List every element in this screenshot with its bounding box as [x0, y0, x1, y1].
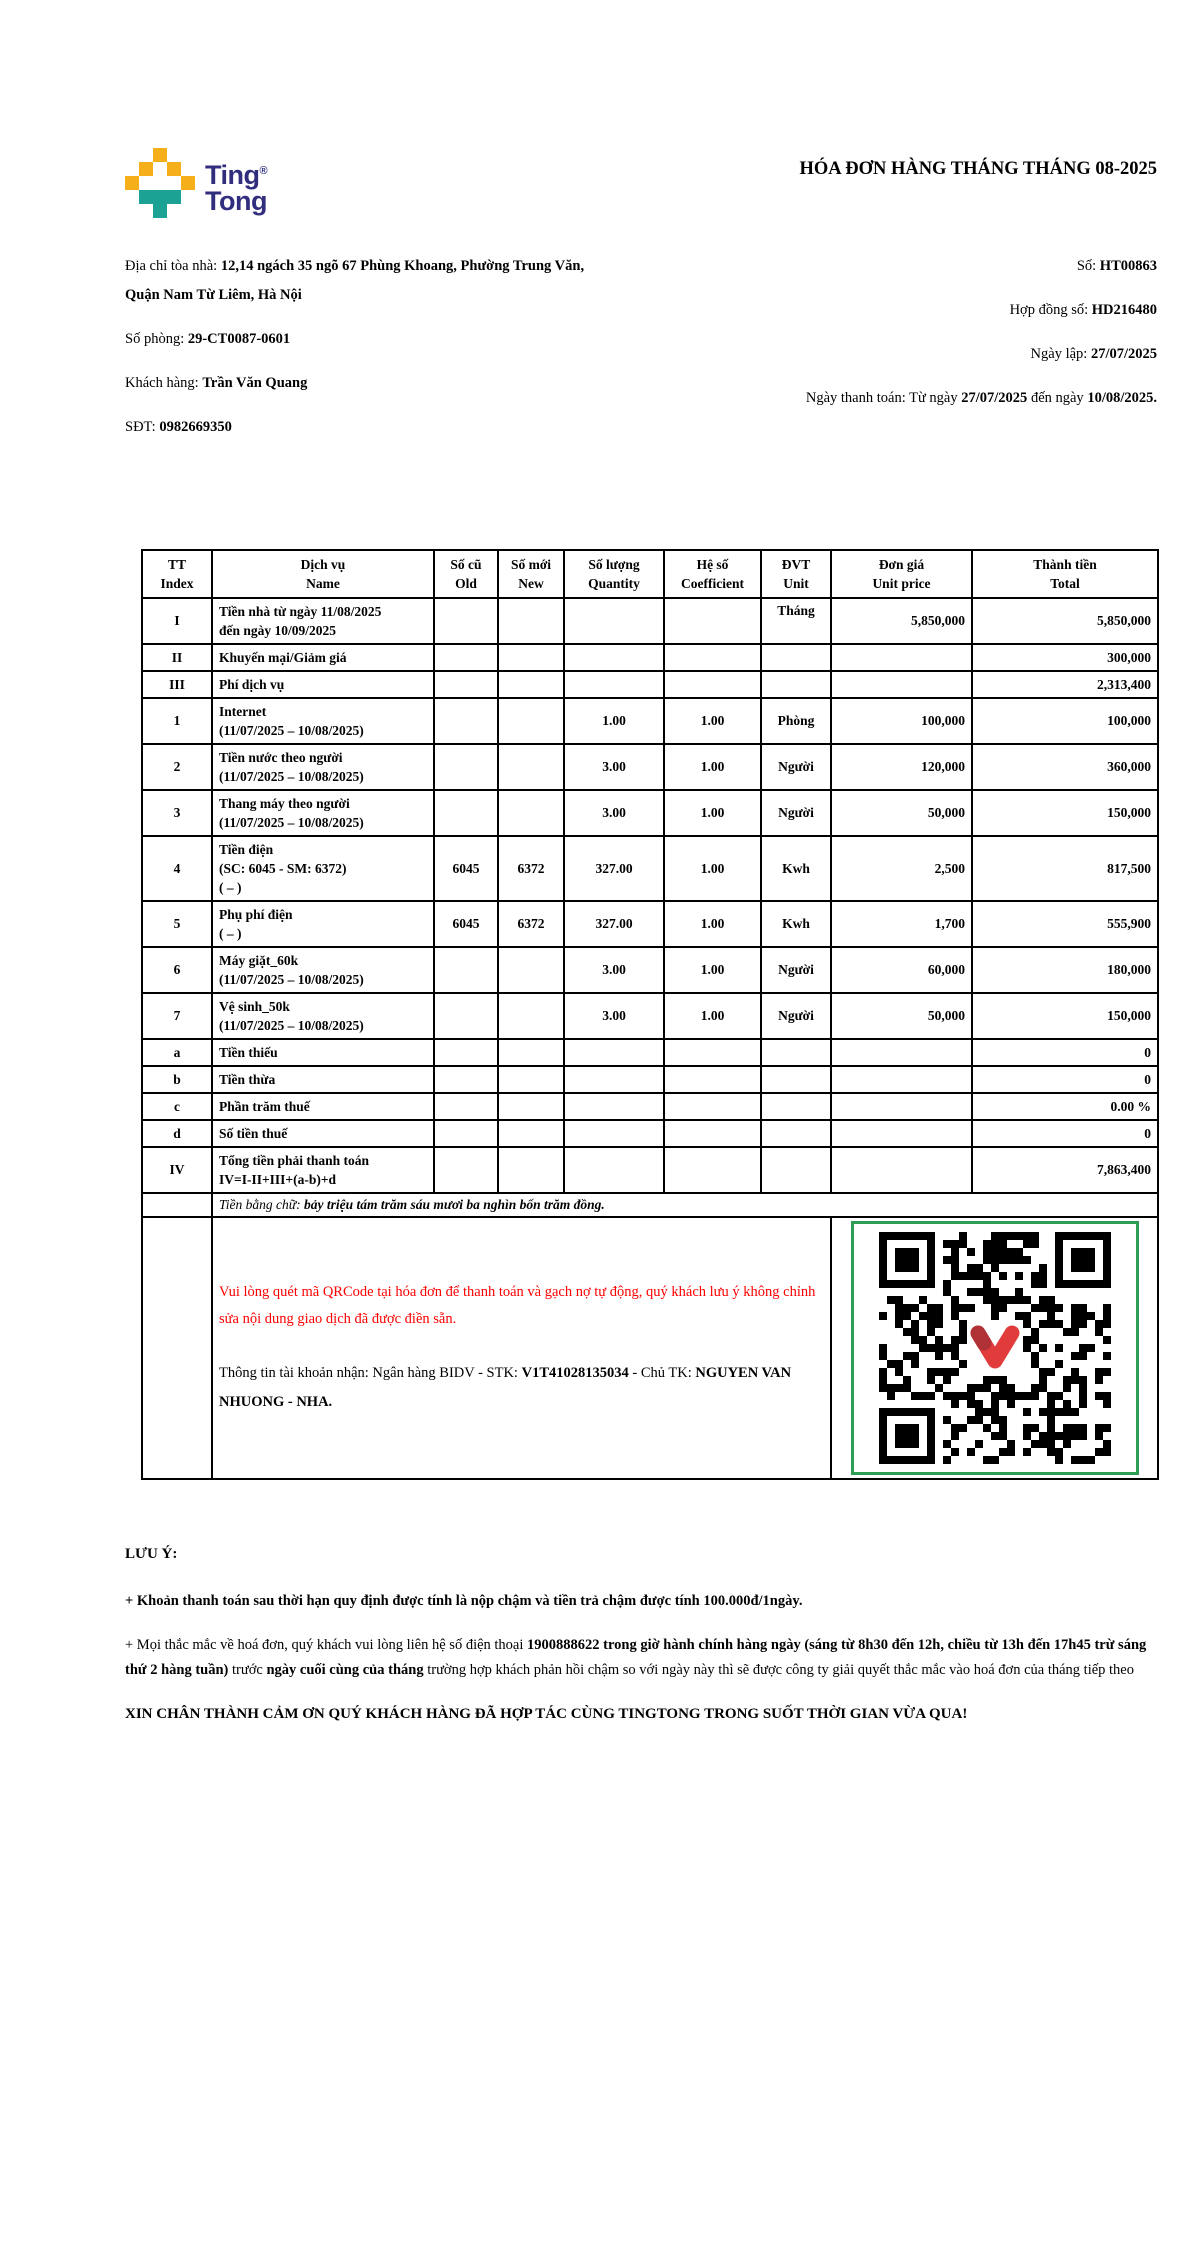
table-cell: Tiền thừa	[212, 1066, 434, 1093]
table-cell: Kwh	[761, 901, 831, 947]
table-row	[142, 598, 1158, 644]
table-cell: Người	[761, 790, 831, 836]
table-cell	[498, 644, 564, 671]
table-cell	[564, 598, 664, 644]
table-cell: 0	[972, 1066, 1158, 1093]
table-cell: Thang máy theo người (11/07/2025 – 10/08/2025)	[212, 790, 434, 836]
table-cell	[434, 698, 498, 744]
table-cell: 1.00	[664, 901, 761, 947]
invoice-table	[141, 549, 1159, 1480]
table-row	[142, 744, 1158, 790]
invoice-header	[125, 148, 1157, 218]
invoice-meta	[785, 252, 1157, 457]
table-cell	[498, 744, 564, 790]
qr-code	[851, 1221, 1139, 1475]
table-cell: 50,000	[831, 993, 972, 1039]
table-cell: 7	[142, 993, 212, 1039]
qr-code-cell	[831, 1217, 1158, 1479]
table-cell: Người	[761, 947, 831, 993]
table-row	[142, 901, 1158, 947]
table-header-row	[142, 550, 1158, 598]
table-cell: 7,863,400	[972, 1147, 1158, 1193]
table-cell	[434, 790, 498, 836]
table-column-header: TT Index	[142, 550, 212, 598]
table-cell: 360,000	[972, 744, 1158, 790]
table-cell	[434, 1039, 498, 1066]
table-cell	[142, 1217, 212, 1479]
notes-heading: LƯU Ý:	[125, 1546, 178, 1562]
table-cell	[664, 1066, 761, 1093]
table-cell	[664, 644, 761, 671]
table-cell	[831, 1093, 972, 1120]
invoice-table-body	[142, 598, 1158, 1193]
table-column-header: ĐVT Unit	[761, 550, 831, 598]
table-cell: Tiền nước theo người (11/07/2025 – 10/08/2025)	[212, 744, 434, 790]
table-cell: 6372	[498, 901, 564, 947]
table-cell: 300,000	[972, 644, 1158, 671]
table-row	[142, 1066, 1158, 1093]
table-cell: 3.00	[564, 947, 664, 993]
table-cell: 50,000	[831, 790, 972, 836]
table-cell	[761, 1147, 831, 1193]
table-cell	[434, 947, 498, 993]
table-cell: Tiền thiếu	[212, 1039, 434, 1066]
table-cell: 150,000	[972, 790, 1158, 836]
customer-info	[125, 252, 585, 457]
table-row	[142, 644, 1158, 671]
table-cell: 5,850,000	[972, 598, 1158, 644]
customer-name-line: Khách hàng: Trần Văn Quang	[125, 375, 308, 391]
table-cell: 327.00	[564, 836, 664, 901]
table-cell: Người	[761, 993, 831, 1039]
table-cell: c	[142, 1093, 212, 1120]
table-cell: 2	[142, 744, 212, 790]
tingtong-logo-text: Ting® Tong	[205, 160, 268, 216]
table-cell: a	[142, 1039, 212, 1066]
table-cell: 100,000	[831, 698, 972, 744]
table-cell: 555,900	[972, 901, 1158, 947]
table-cell: 6372	[498, 836, 564, 901]
table-cell	[831, 1039, 972, 1066]
table-cell: Phòng	[761, 698, 831, 744]
tingtong-logo-icon	[125, 148, 195, 218]
table-row	[142, 1093, 1158, 1120]
table-cell: Phụ phí điện ( – )	[212, 901, 434, 947]
table-column-header: Dịch vụ Name	[212, 550, 434, 598]
table-cell: Số tiền thuế	[212, 1120, 434, 1147]
table-cell	[498, 790, 564, 836]
table-cell: 327.00	[564, 901, 664, 947]
table-cell: Vệ sinh_50k (11/07/2025 – 10/08/2025)	[212, 993, 434, 1039]
table-cell	[564, 1039, 664, 1066]
table-cell: 2,500	[831, 836, 972, 901]
table-cell: 1.00	[664, 698, 761, 744]
issue-date-line: Ngày lập: 27/07/2025	[1030, 346, 1157, 362]
table-cell	[434, 644, 498, 671]
table-cell: 180,000	[972, 947, 1158, 993]
table-cell	[498, 1039, 564, 1066]
table-cell: 120,000	[831, 744, 972, 790]
table-cell: 1.00	[664, 790, 761, 836]
table-cell: Tháng	[761, 598, 831, 644]
table-cell: 817,500	[972, 836, 1158, 901]
table-cell	[761, 1039, 831, 1066]
tingtong-logo	[125, 148, 267, 218]
table-row	[142, 947, 1158, 993]
invoice-title: HÓA ĐƠN HÀNG THÁNG THÁNG 08-2025	[799, 159, 1157, 179]
table-row	[142, 671, 1158, 698]
table-cell	[761, 1120, 831, 1147]
table-cell	[564, 671, 664, 698]
table-cell: 100,000	[972, 698, 1158, 744]
table-cell	[498, 671, 564, 698]
table-row	[142, 1120, 1158, 1147]
table-cell	[664, 1093, 761, 1120]
contract-number-line: Hợp đồng số: HD216480	[1009, 302, 1157, 318]
table-column-header: Số mới New	[498, 550, 564, 598]
phone-line: SĐT: 0982669350	[125, 419, 232, 435]
table-row	[142, 993, 1158, 1039]
table-cell	[831, 1147, 972, 1193]
table-cell: Tổng tiền phải thanh toán IV=I-II+III+(a-b)+d	[212, 1147, 434, 1193]
invoice-footer	[125, 1546, 1157, 1727]
table-cell: 5	[142, 901, 212, 947]
table-cell	[664, 1039, 761, 1066]
table-cell	[564, 1066, 664, 1093]
late-payment-note: + Khoản thanh toán sau thời hạn quy định được tính là nộp chậm và tiền trả chậm được tính 100.000đ/1ngày.	[125, 1593, 803, 1609]
table-cell	[664, 1120, 761, 1147]
table-cell: 1.00	[664, 836, 761, 901]
table-cell: 3	[142, 790, 212, 836]
table-cell: 1.00	[564, 698, 664, 744]
payment-instructions-cell	[212, 1217, 831, 1479]
table-cell	[434, 1093, 498, 1120]
table-cell: 1,700	[831, 901, 972, 947]
table-cell	[498, 1093, 564, 1120]
table-cell: b	[142, 1066, 212, 1093]
thank-you-note: XIN CHÂN THÀNH CẢM ƠN QUÝ KHÁCH HÀNG ĐÃ HỢP TÁC CÙNG TINGTONG TRONG SUỐT THỜI GIAN VỪA QUA!	[125, 1706, 968, 1722]
table-cell	[664, 671, 761, 698]
table-cell	[664, 598, 761, 644]
table-cell: 2,313,400	[972, 671, 1158, 698]
amount-in-words: Tiền bằng chữ: bảy triệu tám trăm sáu mươi ba nghìn bốn trăm đồng.	[212, 1193, 1158, 1217]
hotline-note: + Mọi thắc mắc về hoá đơn, quý khách vui lòng liên hệ số điện thoại 1900888622 trong giờ hành chính hàng ngày (sáng từ 8h30 đến 12h, chiều từ 13h đến 17h45 trừ sáng thứ 2 hàng tuần) trước ngày cuối cùng của tháng trường hợp khách phản hồi chậm so với ngày này thì sẽ được công ty giải quyết thắc mắc vào hoá đơn của tháng tiếp theo	[125, 1637, 1147, 1678]
table-cell: Máy giặt_60k (11/07/2025 – 10/08/2025)	[212, 947, 434, 993]
table-row	[142, 1147, 1158, 1193]
table-cell: 6	[142, 947, 212, 993]
invoice-table-special	[142, 1193, 1158, 1479]
table-cell	[434, 744, 498, 790]
table-cell	[564, 1120, 664, 1147]
table-cell	[498, 993, 564, 1039]
table-cell: 1	[142, 698, 212, 744]
table-cell	[434, 1147, 498, 1193]
table-cell	[761, 1093, 831, 1120]
table-cell	[498, 1147, 564, 1193]
table-cell: Phần trăm thuế	[212, 1093, 434, 1120]
table-cell	[831, 1120, 972, 1147]
table-cell	[564, 1093, 664, 1120]
table-cell	[142, 1193, 212, 1217]
table-cell: 0	[972, 1120, 1158, 1147]
payment-period-line: Ngày thanh toán: Từ ngày 27/07/2025 đến ngày 10/08/2025.	[805, 390, 1157, 406]
table-row	[142, 836, 1158, 901]
table-column-header: Hệ số Coefficient	[664, 550, 761, 598]
table-column-header: Đơn giá Unit price	[831, 550, 972, 598]
table-cell: I	[142, 598, 212, 644]
table-cell: 3.00	[564, 744, 664, 790]
qr-row	[142, 1217, 1158, 1479]
room-number-line: Số phòng: 29-CT0087-0601	[125, 331, 291, 347]
qr-code-image	[879, 1232, 1111, 1464]
table-cell: 3.00	[564, 993, 664, 1039]
table-cell: 1.00	[664, 744, 761, 790]
table-column-header: Số lượng Quantity	[564, 550, 664, 598]
table-cell: 6045	[434, 836, 498, 901]
table-cell: 60,000	[831, 947, 972, 993]
table-cell: d	[142, 1120, 212, 1147]
qr-payment-note: Vui lòng quét mã QRCode tại hóa đơn để thanh toán và gạch nợ tự động, quý khách lưu ý không chỉnh sửa nội dung giao dịch đã được điền sẵn.	[219, 1284, 816, 1327]
table-cell	[498, 598, 564, 644]
table-cell: Tiền nhà từ ngày 11/08/2025 đến ngày 10/09/2025	[212, 598, 434, 644]
table-cell: Internet (11/07/2025 – 10/08/2025)	[212, 698, 434, 744]
registered-mark: ®	[259, 165, 268, 177]
table-cell	[564, 644, 664, 671]
table-cell: 0.00 %	[972, 1093, 1158, 1120]
table-cell: Tiền điện (SC: 6045 - SM: 6372) ( – )	[212, 836, 434, 901]
table-cell	[434, 1066, 498, 1093]
table-cell: 3.00	[564, 790, 664, 836]
table-cell	[498, 947, 564, 993]
table-cell: Kwh	[761, 836, 831, 901]
table-cell: Người	[761, 744, 831, 790]
table-cell	[498, 698, 564, 744]
table-cell: 6045	[434, 901, 498, 947]
table-cell	[831, 1066, 972, 1093]
table-cell: 1.00	[664, 993, 761, 1039]
table-cell: 1.00	[664, 947, 761, 993]
table-cell	[564, 1147, 664, 1193]
table-cell	[434, 993, 498, 1039]
invoice-table-head	[142, 550, 1158, 598]
table-cell: 0	[972, 1039, 1158, 1066]
table-cell	[498, 1120, 564, 1147]
table-cell	[434, 1120, 498, 1147]
table-cell: Phí dịch vụ	[212, 671, 434, 698]
table-cell	[761, 671, 831, 698]
amount-in-words-row	[142, 1193, 1158, 1217]
table-cell	[761, 644, 831, 671]
table-cell: 5,850,000	[831, 598, 972, 644]
table-cell	[664, 1147, 761, 1193]
table-cell: III	[142, 671, 212, 698]
table-row	[142, 1039, 1158, 1066]
table-cell: IV	[142, 1147, 212, 1193]
table-row	[142, 698, 1158, 744]
table-cell	[434, 598, 498, 644]
table-cell	[434, 671, 498, 698]
table-column-header: Số cũ Old	[434, 550, 498, 598]
table-row	[142, 790, 1158, 836]
table-cell	[761, 1066, 831, 1093]
invoice-info	[125, 252, 1157, 457]
table-cell	[831, 644, 972, 671]
table-cell: 150,000	[972, 993, 1158, 1039]
building-address-line: Địa chỉ tòa nhà: 12,14 ngách 35 ngõ 67 Phùng Khoang, Phường Trung Văn, Quận Nam Từ Liêm, Hà Nội	[125, 258, 585, 303]
table-column-header: Thành tiền Total	[972, 550, 1158, 598]
table-cell	[498, 1066, 564, 1093]
table-cell: 4	[142, 836, 212, 901]
account-info-line: Thông tin tài khoản nhận: Ngân hàng BIDV - STK: V1T41028135034 - Chủ TK: NGUYEN VAN NHUONG - NHA.	[219, 1365, 792, 1410]
table-cell: Khuyến mại/Giảm giá	[212, 644, 434, 671]
table-cell	[831, 671, 972, 698]
invoice-number-line: Số: HT00863	[1076, 258, 1157, 274]
table-cell: II	[142, 644, 212, 671]
